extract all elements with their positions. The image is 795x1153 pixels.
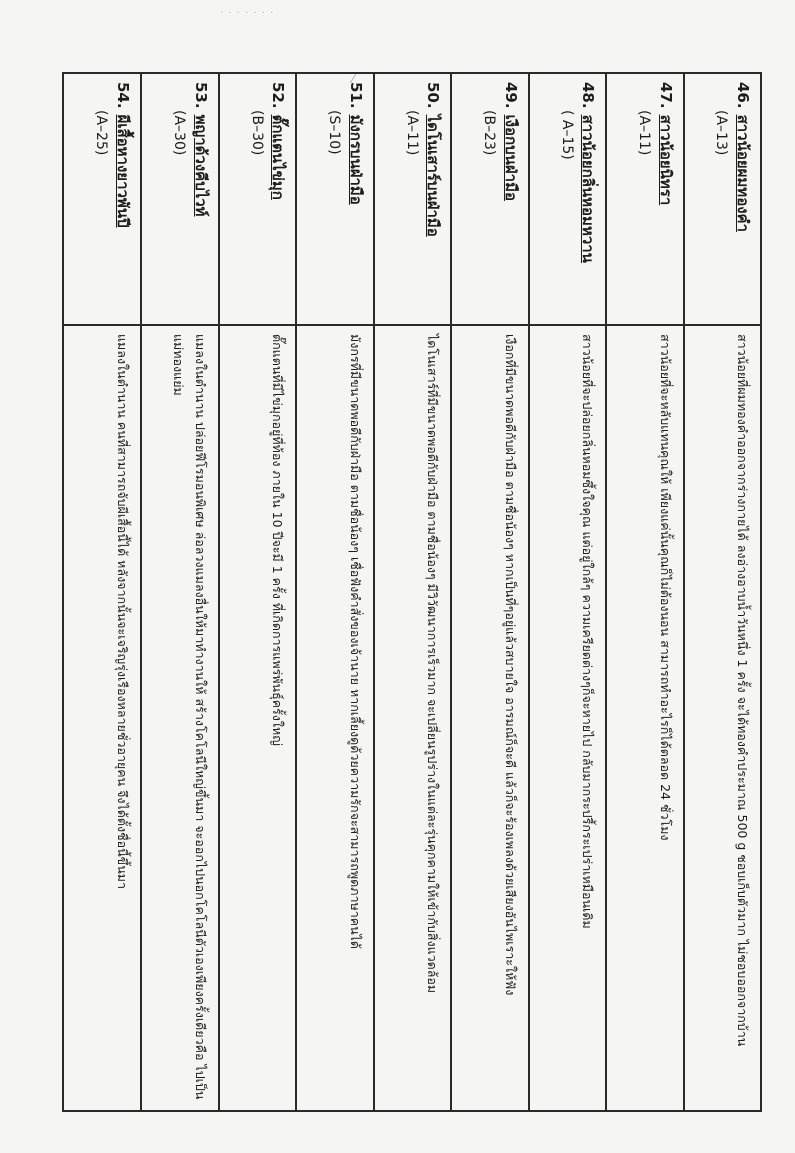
creature-description: แมลงในตำนาน คนที่สามารถจับผีเสื้อนี้ได้ หลังจากนั้นจะเจริญรุ่งเรืองหลายชั่วอายุคน จึงได้ตั้งชื่อนี้ขึ้นมา <box>114 334 130 890</box>
creature-name: ตั๊กแตนไข่มุก <box>269 114 288 200</box>
creature-name-cell <box>529 73 606 325</box>
table-row <box>219 73 296 1111</box>
entry-number: 47. <box>656 82 675 109</box>
description-cell <box>63 325 141 1111</box>
creature-name-cell <box>684 73 761 325</box>
creature-code: (A–30) <box>171 110 188 156</box>
entry-number: 54. <box>113 82 132 109</box>
entry-number: 52. <box>269 82 288 109</box>
entry-number: 48. <box>579 82 598 109</box>
description-cell <box>529 325 606 1111</box>
table-row <box>606 73 683 1111</box>
scan-mark: ⁄ <box>352 72 355 86</box>
description-cell <box>141 325 219 1111</box>
rotated-document <box>62 72 762 1110</box>
creature-description: มังกรที่มีขนาดพอดีกับฝ่ามือ ตามชื่อน้องๆ เชื่อฟังคำสั่งของเจ้านาย หากเลี้ยงดูด้วยความรักจะสามารถพูดภาษาคนได้ <box>347 334 363 950</box>
creature-code: (A–13) <box>713 110 730 156</box>
creature-name: พญาด้วงคีบไวท์ <box>191 114 210 217</box>
table-row <box>451 73 528 1111</box>
creature-name: ไดโนเสาร์บนฝ่ามือ <box>424 114 443 237</box>
creature-code: (A–11) <box>403 110 420 156</box>
table-row <box>684 73 761 1111</box>
creature-name-cell <box>451 73 528 325</box>
table-row <box>141 73 219 1111</box>
description-cell <box>374 325 451 1111</box>
creature-description: แมลงในตำนาน ปล่อยฟีโรมอนพิเศษ ล่อลวงแมลงอื่นให้มาทำงานให้ สร้างโคโลนีใหญ่ขึ้นมา จะออกไปนอกโคโลนีตัวเองเพียงครั้งเดียวคือ ไปเป็นแม่ทองแย่ม <box>171 334 208 1100</box>
creature-name: สาวน้อยผมทองคำ <box>734 114 752 232</box>
creature-description: สาวน้อยที่จะปล่อยกลิ่นหอมซึ้งใจคุณ แต่อยู่ใกล้ๆ ความเครียดต่างๆก็จะหายไป กลับมากระปรี้กระเปร่าเหมือนเดิม <box>580 334 596 929</box>
entry-number: 51. <box>346 82 365 109</box>
creature-code: (S–10) <box>326 110 343 155</box>
table-row <box>63 73 141 1111</box>
description-cell <box>606 325 683 1111</box>
description-cell <box>684 325 761 1111</box>
creature-name-cell <box>374 73 451 325</box>
table-row <box>296 73 373 1111</box>
creature-name-cell <box>219 73 296 325</box>
creature-description: สาวน้อยที่จะหลับแทนคุณให้ เพียงแค่นั้นคุณก็ไม่ต้องนอน สามารถทำอะไรก็ได้ตลอด 24 ชั่วโมง <box>657 334 673 841</box>
entry-number: 50. <box>424 82 443 109</box>
creature-name-cell <box>606 73 683 325</box>
entry-number: 46. <box>734 82 752 109</box>
creature-code: ( A–15) <box>558 110 575 160</box>
creature-description: เงือกที่มีขนาดพอดีกับฝ่ามือ ตามชื่อน้องๆ หากเป็นที่ๆอยู่แล้วสบายใจ อารมณ์ก็จะดี แล้วก็จะร้องเพลงด้วยเสียงอันไพเราะให้ฟัง <box>502 334 518 996</box>
table-row <box>374 73 451 1111</box>
creature-description: ตั๊กแตนที่มีไข่มุกอยู่ที่ท้อง ภายใน 10 ปีจะมี 1 ครั้ง ที่เกิดการแพร่พันธุ์ครั้งใหญ่ <box>270 334 286 746</box>
creature-name: ผีเสื้อหางยาวพันปี <box>113 114 132 228</box>
creature-name: สาวน้อยกลิ่นหอมหวาน <box>579 114 598 263</box>
creature-code: (B–23) <box>481 110 498 156</box>
entry-number: 49. <box>501 82 520 109</box>
table-row <box>529 73 606 1111</box>
creature-name-cell <box>63 73 141 325</box>
creature-description: สาวน้อยที่ผมทองคำออกจากร่างกายได้ ลงอ่างอาบน้ำวันหนึ่ง 1 ครั้ง จะได้ทองคำประมาณ 500 g ชอบเก็บตัวมาก ไม่ชอบออกจากบ้าน <box>735 334 750 1047</box>
creature-code: (B–30) <box>248 110 265 156</box>
creature-code: (A–25) <box>92 110 109 156</box>
creature-description: ไดโนเสาร์ที่มีขนาดพอดีกับฝ่ามือ ตามชื่อน้องๆ มีวิวัฒนาการเร็วมาก จะเปลี่ยนรูปร่างในแต่ละรุ่นคุกคามให้เข้ากับสิ่งแวดล้อม <box>425 334 441 994</box>
description-cell <box>451 325 528 1111</box>
scan-header-noise: · · · · · · · <box>220 8 275 19</box>
creature-name-cell <box>296 73 373 325</box>
creature-name: เงือกบนฝ่ามือ <box>501 114 520 202</box>
entry-number: 53. <box>191 82 210 109</box>
creature-name-cell <box>141 73 219 325</box>
creature-name: สาวน้อยนิทรา <box>656 114 675 206</box>
description-cell <box>296 325 373 1111</box>
description-cell <box>219 325 296 1111</box>
creature-code: (A–11) <box>635 110 652 156</box>
creature-table <box>62 72 762 1112</box>
creature-name: มังกรบนฝ่ามือ <box>346 114 365 205</box>
